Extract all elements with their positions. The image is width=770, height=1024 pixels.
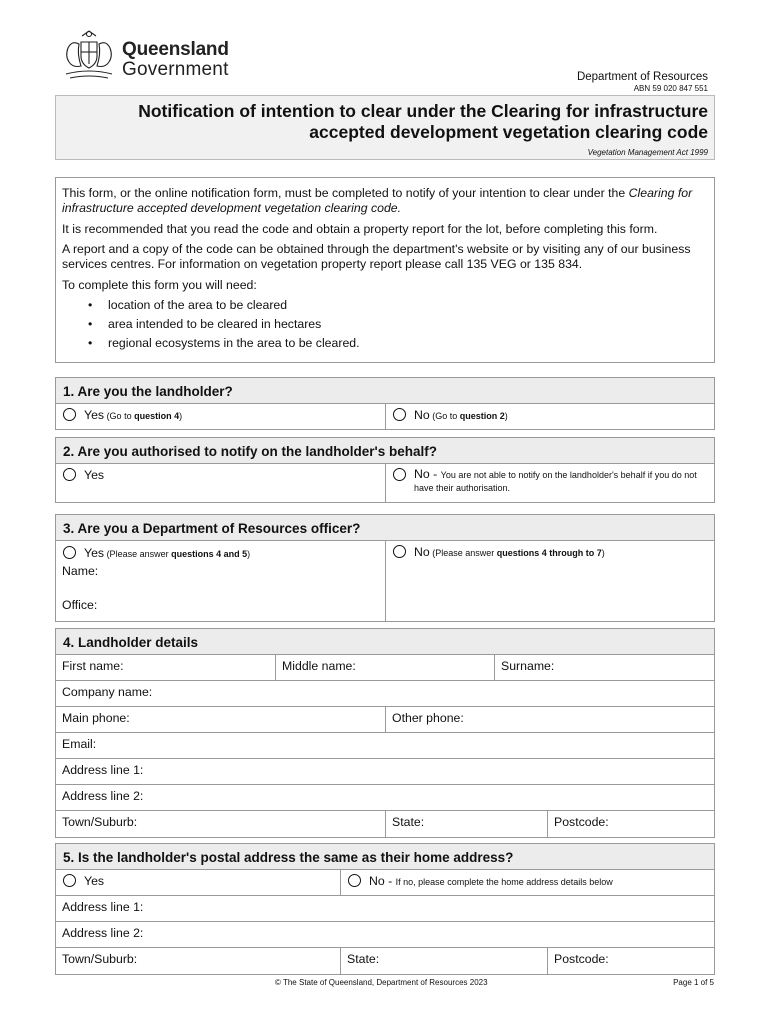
note-text: (Please answer [104,549,172,559]
surname-field[interactable]: Surname: [501,659,555,673]
note-bold: question 4 [134,411,180,421]
q1-yes-label: Yes [84,408,105,422]
home-town-suburb-field[interactable]: Town/Suburb: [56,948,341,974]
q3-yes-option[interactable] [56,541,386,621]
form-title-line1: Notification of intention to clear under the Clearing for infrastructure [138,101,708,121]
middle-name-field[interactable]: Middle name: [276,655,495,680]
q1-yes-option[interactable] [56,404,386,429]
abn-number: ABN 59 020 847 551 [633,84,708,93]
q5-no-note: If no, please complete the home address details below [395,877,613,887]
q1-no-radio[interactable] [393,408,406,421]
note-bold: questions 4 and 5 [171,549,248,559]
q1-yes-radio[interactable] [63,408,76,421]
note-text: ) [179,411,183,421]
question-5-heading: 5. Is the landholder's postal address the same as their home address? [56,844,714,870]
form-title-line2: accepted development vegetation clearing code [309,122,708,142]
q5-no-label: No - [369,874,396,888]
queensland-government-logo [60,28,260,84]
state-field[interactable]: State: [386,811,548,837]
note-text: (Please answer [429,548,497,558]
home-address-line-2-field[interactable]: Address line 2: [62,926,144,940]
address-line-1-field[interactable]: Address line 1: [62,763,144,777]
question-4-section [55,628,715,838]
home-address-line-1-field[interactable]: Address line 1: [62,900,144,914]
email-field[interactable]: Email: [62,737,97,751]
q5-no-option[interactable] [341,870,714,895]
intro-paragraph-4: To complete this form you will need: [62,278,257,292]
q2-no-option[interactable] [386,464,714,502]
list-item: • area intended to be cleared in hectares [88,317,708,332]
intro-text: This form, or the online notification form, must be completed to notify of your intention to clear under the [62,186,629,200]
page-number: Page 1 of 5 [673,978,714,987]
postcode-field[interactable]: Postcode: [554,815,609,829]
department-block [577,71,708,93]
question-3-section [55,514,715,622]
q3-yes-radio[interactable] [63,546,76,559]
first-name-field[interactable]: First name: [56,655,276,680]
question-1-section [55,377,715,430]
company-name-field[interactable]: Company name: [62,685,153,699]
note-text: ) [247,549,251,559]
q3-yes-label: Yes [84,546,105,560]
question-2-heading: 2. Are you authorised to notify on the landholder's behalf? [56,438,714,464]
q2-no-note: You are not able to notify on the landholder's behalf if you do not have their authorisation. [414,470,697,493]
intro-paragraph-3: A report and a copy of the code can be obtained through the department's website or by visiting any of our business services centres. For information on vegetation property report please call 135 VEG or 135 834. [62,242,691,271]
code-name-italic: Clearing for infrastructure accepted development vegetation clearing code. [62,186,693,215]
question-3-heading: 3. Are you a Department of Resources officer? [56,515,714,541]
main-phone-field[interactable]: Main phone: [56,707,386,732]
coat-of-arms-icon [60,28,118,82]
q1-no-option[interactable] [386,404,714,429]
q3-no-option[interactable] [386,541,714,621]
question-2-section [55,437,715,503]
q2-yes-radio[interactable] [63,468,76,481]
question-1-heading: 1. Are you the landholder? [56,378,714,404]
instructions-box [55,177,715,363]
intro-paragraph-2: It is recommended that you read the code and obtain a property report for the lot, before completing this form. [62,222,658,236]
note-text: ) [601,548,605,558]
intro-paragraph-1 [62,186,708,216]
list-item: • location of the area to be cleared [88,298,708,313]
logo-government-text: Government [122,59,229,80]
department-name: Department of Resources [576,71,708,83]
note-text: ) [504,411,508,421]
home-state-field[interactable]: State: [341,948,548,974]
q5-yes-option[interactable] [56,870,341,895]
question-5-section [55,843,715,975]
note-bold: questions 4 through to 7 [496,548,602,558]
requirements-list [88,298,708,351]
note-text: (Go to [429,411,460,421]
town-suburb-field[interactable]: Town/Suburb: [56,811,386,837]
officer-name-field[interactable]: Name: [62,564,99,578]
copyright-text: © The State of Queensland, Department of Resources 2023 [275,978,488,987]
officer-office-field[interactable]: Office: [62,598,98,612]
home-postcode-field[interactable]: Postcode: [554,952,609,966]
q2-yes-label: Yes [84,468,105,482]
q2-no-label: No - [414,467,441,481]
legislation-act: Vegetation Management Act 1999 [587,148,708,157]
note-text: (Go to [104,411,135,421]
q5-no-radio[interactable] [348,874,361,887]
address-line-2-field[interactable]: Address line 2: [62,789,144,803]
q1-no-label: No [414,408,430,422]
q5-yes-radio[interactable] [63,874,76,887]
q3-no-radio[interactable] [393,545,406,558]
question-4-heading: 4. Landholder details [56,629,714,655]
q3-no-label: No [414,545,430,559]
q2-yes-option[interactable] [56,464,386,502]
q5-yes-label: Yes [84,874,105,888]
form-title-box [55,95,715,160]
note-bold: question 2 [459,411,505,421]
q2-no-radio[interactable] [393,468,406,481]
other-phone-field[interactable]: Other phone: [392,711,464,725]
list-item: • regional ecosystems in the area to be cleared. [88,336,708,351]
logo-queensland-text: Queensland [122,39,229,60]
